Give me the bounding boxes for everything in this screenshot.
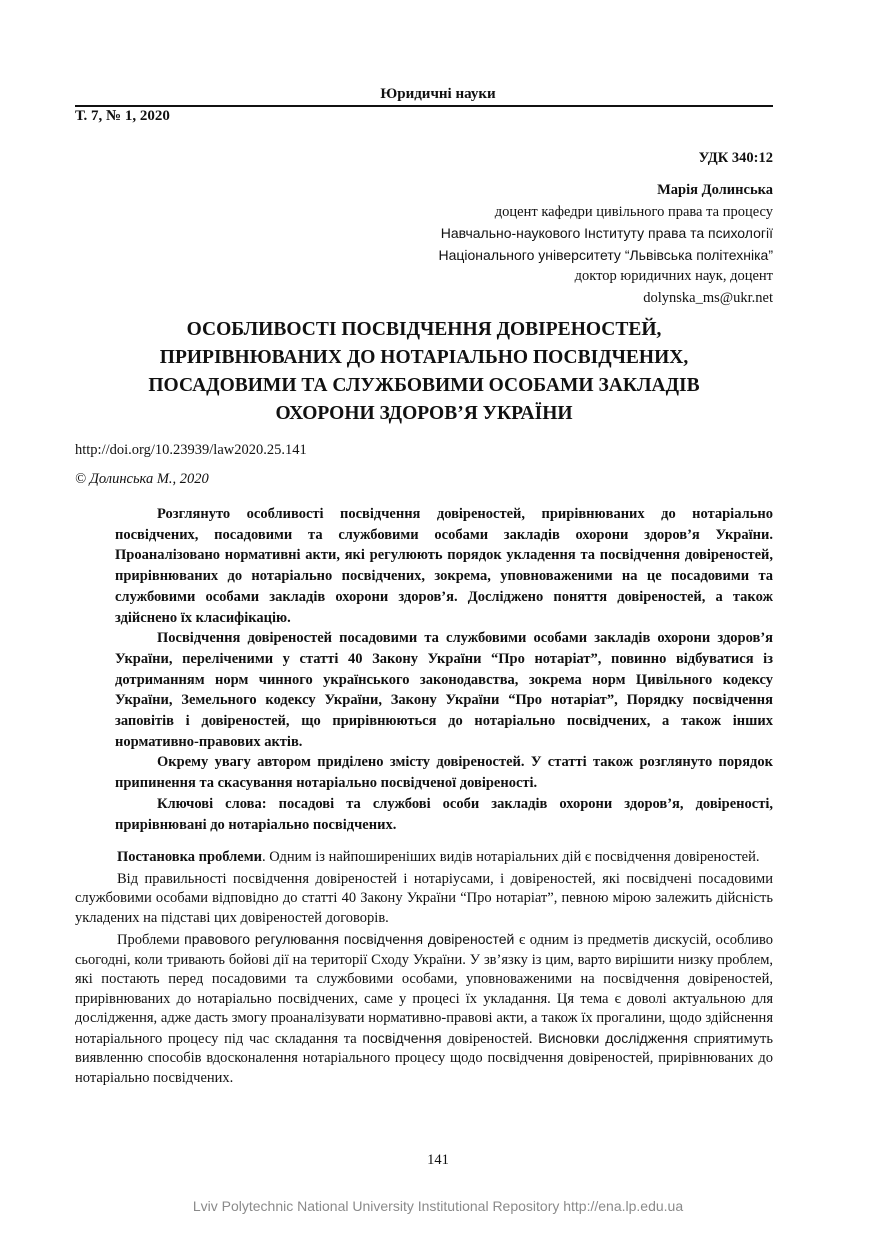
section-heading: Постановка проблеми: [117, 849, 262, 865]
abstract-paragraph: Посвідчення довіреностей посадовими та службовими особами закладів охорони здоров’я України, переліченими у статті 40 Закону України “Про нотаріат”, повинно відбуватися із дотриманням норм чинного українського законодавства, зокрема норм Цивільного кодексу України, Земельного кодексу України, Закону України “Про нотаріат”, Порядку посвідчення заповітів і довіреностей, що прирівнюються до нотаріально посвідчених, а також інших нормативно-правових актів.: [115, 630, 773, 750]
body-paragraph: [75, 848, 773, 868]
article-title: [75, 316, 773, 428]
doi-link[interactable]: http://doi.org/10.23939/law2020.25.141: [75, 442, 307, 458]
body-text-span: є одним із предметів дискусій, особливо сьогодні, коли тривають бойові дії на території Сходу України. У зв’язку із цим, варто вирішити низку проблем, які постають перед посадовими та службовими особами, уповноваженими на посвідчення довіреностей, прирівнюваних до нотаріально посвідчених, саме у процесі їх укладання. Ця тема є доволі актуальною для дослідження, адже дасть змогу проаналізувати нормативно-правові акти, а також їх прогалини, щодо здійснення нотаріального процесу під час складання та: [75, 932, 773, 1047]
article-body: [75, 848, 773, 1088]
author-university: Національного університету “Львівська політехніка”: [438, 246, 773, 263]
body-text-span: довіреностей.: [441, 1030, 539, 1047]
udk-code: УДК 340:12: [698, 150, 773, 166]
author-email[interactable]: dolynska_ms@ukr.net: [643, 289, 773, 306]
title-line: ОХОРОНИ ЗДОРОВ’Я УКРАЇНИ: [275, 403, 573, 424]
page-number: 141: [427, 1152, 449, 1168]
title-line: ОСОБЛИВОСТІ ПОСВІДЧЕННЯ ДОВІРЕНОСТЕЙ,: [186, 319, 662, 340]
highlighted-phrase: Висновки дослідження: [538, 1029, 688, 1046]
highlighted-phrase: посвідчення: [362, 1029, 442, 1046]
copyright-notice: © Долинська М., 2020: [75, 471, 209, 487]
author-degree: доктор юридичних наук, доцент: [574, 268, 773, 284]
author-block: [438, 180, 773, 309]
body-text-span: . Одним із найпоширеніших видів нотаріальних дій є посвідчення довіреностей.: [261, 849, 760, 865]
abstract-paragraph: Розглянуто особливості посвідчення довіреностей, прирівнюваних до нотаріально посвідчених, посадовими та службовими особами закладів охорони здоров’я України. Проаналізовано нормативні акти, які регулюють порядок укладення та посвідчення довіреностей, прирівнюваних до нотаріально посвідчених, зокрема, уповноваженими на це посадовими та службовими особами закладів охорони здоров’я. Досліджено поняття довіреностей, а також здійснено їх класифікацію.: [115, 506, 773, 626]
body-text-span: сприятимуть виявленню способів вдосконалення нотаріального процесу щодо посвідчення довіреностей, прирівнюваних до нотаріально посвідчених.: [75, 1030, 773, 1086]
journal-section-header: Юридичні науки: [380, 86, 496, 102]
title-line: ПРИРІВНЮВАНИХ ДО НОТАРІАЛЬНО ПОСВІДЧЕНИХ,: [159, 347, 689, 368]
body-text-span: Проблеми: [117, 932, 185, 948]
author-position: доцент кафедри цивільного права та процесу: [494, 203, 773, 220]
body-paragraph: [75, 930, 773, 1088]
repository-footer: Lviv Polytechnic National University Institutional Repository http://ena.lp.edu.ua: [192, 1198, 684, 1214]
abstract: [115, 504, 773, 835]
highlighted-phrase: правового регулювання посвідчення довіреностей: [184, 931, 515, 947]
volume-issue: Т. 7, № 1, 2020: [75, 108, 170, 124]
abstract-paragraph: Окрему увагу автором приділено змісту довіреностей. У статті також розглянуто порядок припинення та скасування нотаріально посвідченої довіреності.: [115, 754, 773, 792]
author-institute: Навчально-наукового Інституту права та психології: [440, 225, 773, 241]
author-name: Марія Долинська: [657, 182, 773, 198]
body-paragraph: Від правильності посвідчення довіреностей і нотаріусами, і довіреностей, які посвідчені посадовими службовими особами відповідно до статті 40 Закону України “Про нотаріат”, певною мірою залежить дійсність укладених на підставі цих довіреностей договорів.: [75, 870, 773, 926]
title-line: ПОСАДОВИМИ ТА СЛУЖБОВИМИ ОСОБАМИ ЗАКЛАДІВ: [148, 375, 700, 396]
keywords: Ключові слова: посадові та службові особи закладів охорони здоров’я, довіреності, прирівнювані до нотаріально посвідчених.: [115, 795, 773, 833]
header-rule: [75, 105, 773, 107]
